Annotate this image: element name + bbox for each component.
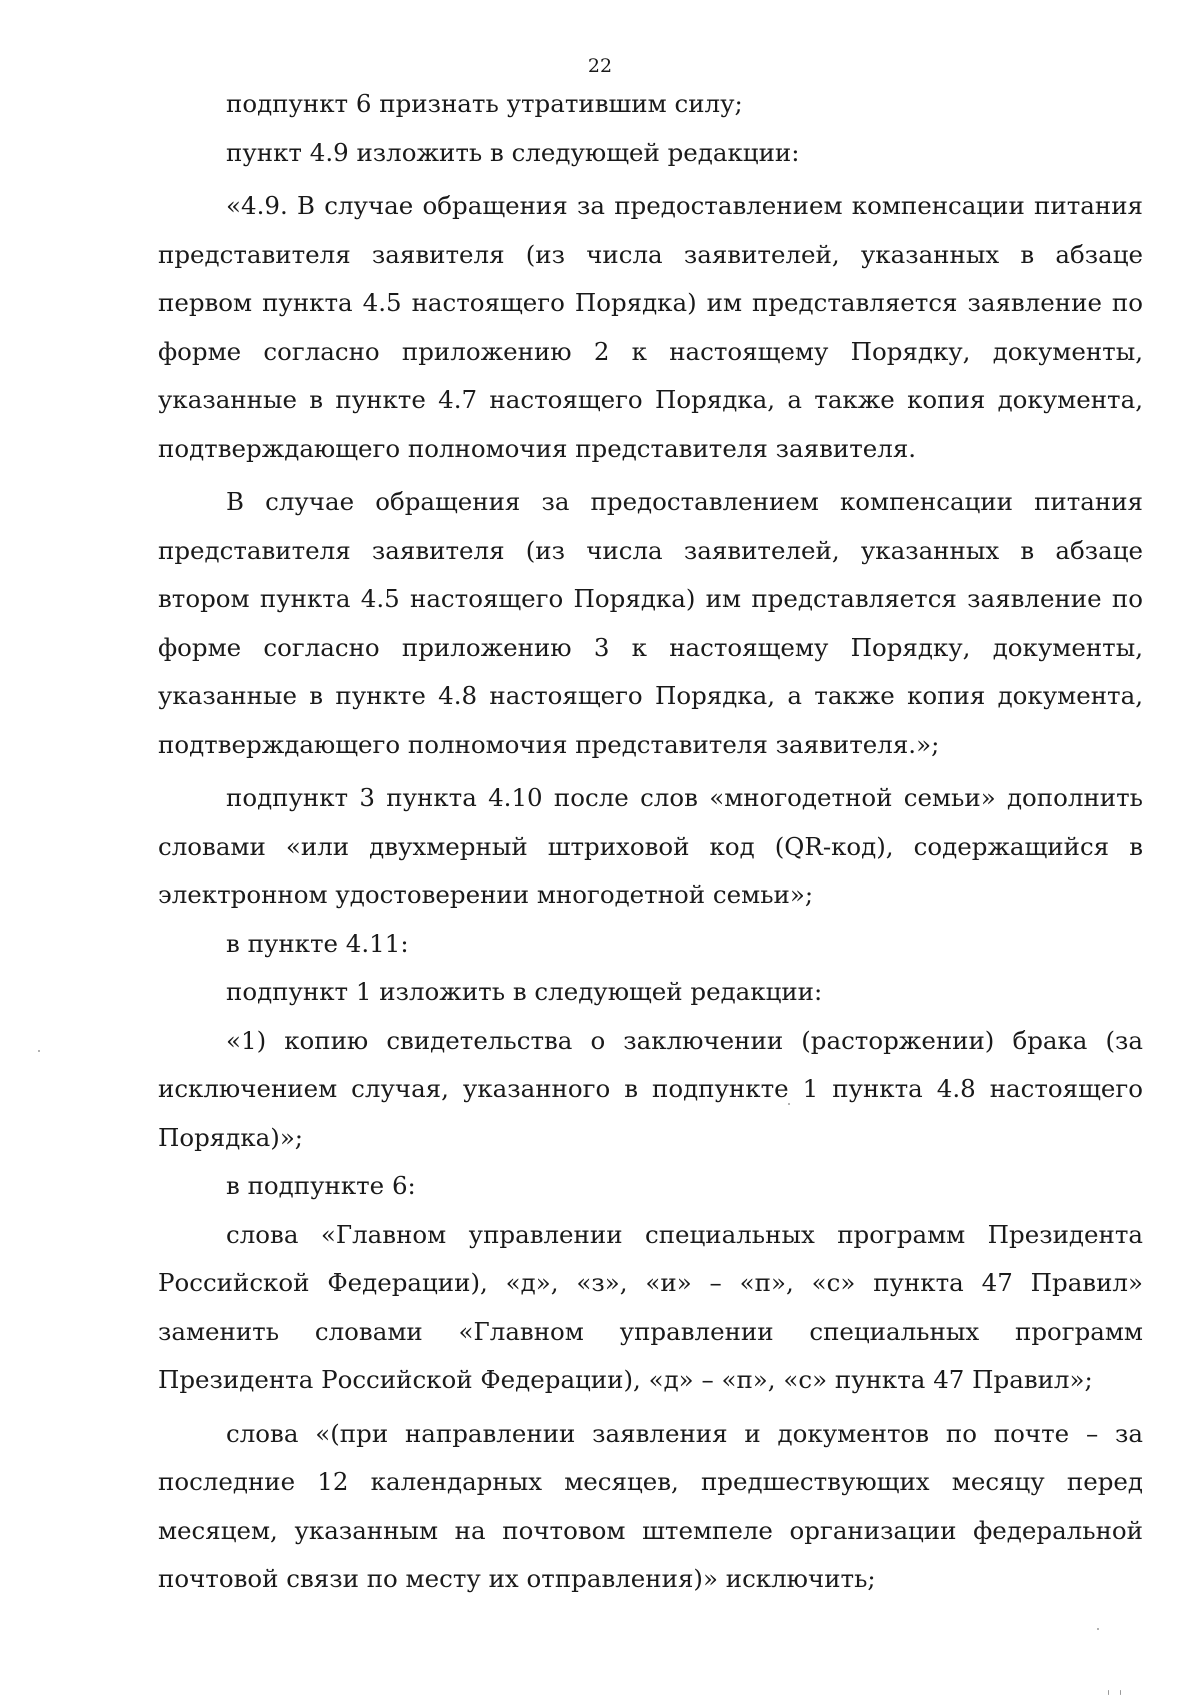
scan-speck <box>1120 1690 1121 1695</box>
paragraph-2: пункт 4.9 изложить в следующей редакции: <box>226 137 800 167</box>
paragraph-7: подпункт 1 изложить в следующей редакции: <box>226 977 823 1006</box>
scan-speck <box>1097 1628 1099 1630</box>
page-number: 22 <box>587 55 613 77</box>
scan-speck <box>788 1103 790 1105</box>
paragraph-9: в подпункте 6: <box>226 1171 416 1200</box>
scan-speck <box>38 1050 40 1052</box>
scan-speck <box>1108 1690 1109 1695</box>
paragraph-11: слова «(при направлении заявления и документов по почте – за последние 12 календарных месяцев, предшествующих месяцу перед месяцем, указанным на почтовом штемпеле организации федеральной почтовой связи по месту их отправления)» исключить; <box>158 1418 1143 1593</box>
paragraph-4: В случае обращения за предоставлением компенсации питания представителя заявителя (из числа заявителей, указанных в абзаце втором пункта 4.5 настоящего Порядка) им представляется заявление по форме согласно приложению 3 к настоящему Порядку, документы, указанные в пункте 4.8 настоящего Порядка, а также копия документа, подтверждающего полномочия представителя заявителя.»; <box>158 487 1143 759</box>
paragraph-3: «4.9. В случае обращения за предоставлением компенсации питания представителя заявителя (из числа заявителей, указанных в абзаце первом пункта 4.5 настоящего Порядка) им представляется заявление по форме согласно приложению 2 к настоящему Порядку, документы, указанные в пункте 4.7 настоящего Порядка, а также копия документа, подтверждающего полномочия представителя заявителя. <box>158 191 1143 463</box>
paragraph-6: в пункте 4.11: <box>226 928 409 958</box>
paragraph-8: «1) копию свидетельства о заключении (расторжении) брака (за исключением случая, указанного в подпункте 1 пункта 4.8 настоящего Порядка)»; <box>158 1025 1143 1152</box>
document-body <box>158 80 1143 1604</box>
paragraph-5: подпункт 3 пункта 4.10 после слов «многодетной семьи» дополнить словами «или двухмерный штриховой код (QR-код), содержащийся в электронном удостоверении многодетной семьи»; <box>158 783 1143 909</box>
paragraph-1: подпункт 6 признать утратившим силу; <box>226 89 743 118</box>
paragraph-10: слова «Главном управлении специальных программ Президента Российской Федерации), «д», «з», «и» – «п», «с» пункта 47 Правил» заменить словами «Главном управлении специальных программ Президента Российской Федерации), «д» – «п», «с» пункта 47 Правил»; <box>158 1219 1143 1394</box>
